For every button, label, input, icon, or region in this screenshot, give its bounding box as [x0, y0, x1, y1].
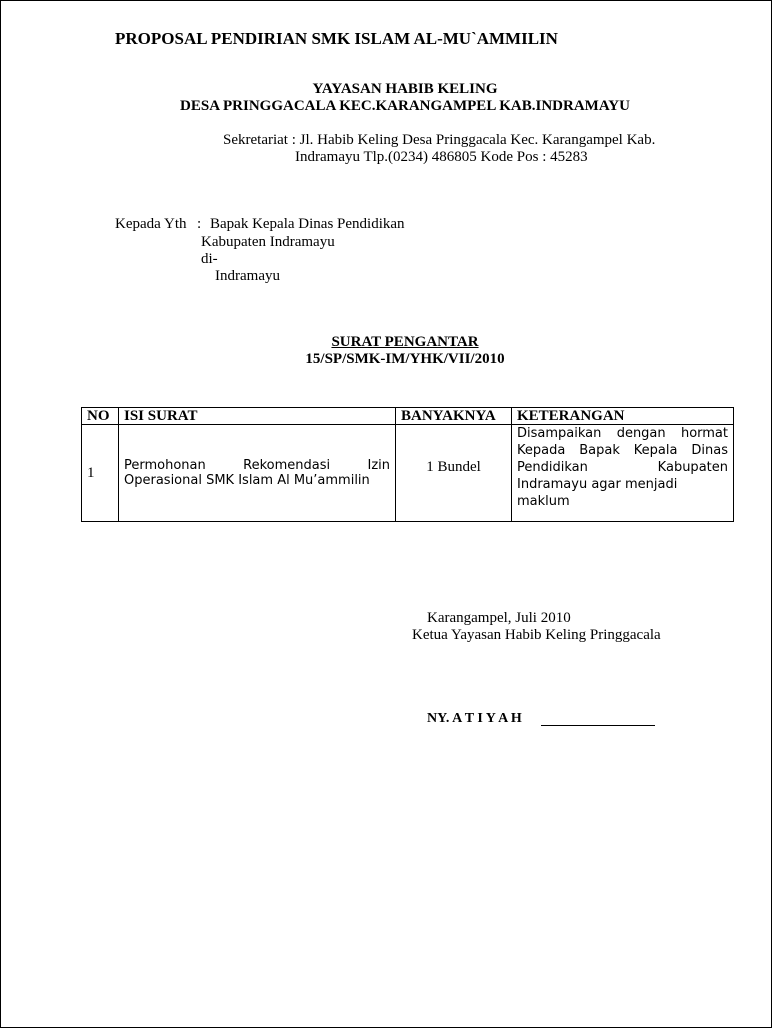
header-no: NO	[82, 408, 119, 425]
main-title: PROPOSAL PENDIRIAN SMK ISLAM AL-MU`AMMILIN	[115, 29, 558, 48]
letter-number: 15/SP/SMK-IM/YHK/VII/2010	[305, 351, 505, 367]
ket-line-2: Kepada Bapak Kepala Dinas	[517, 443, 728, 458]
cell-keterangan	[512, 425, 734, 522]
recipient-line-4: Indramayu	[215, 268, 280, 284]
header-banyaknya: BANYAKNYA	[396, 408, 512, 425]
letter-table	[81, 407, 734, 522]
table-header-row	[82, 408, 734, 425]
isi-line-1: Permohonan Rekomendasi Izin	[124, 458, 390, 473]
cell-banyaknya: 1 Bundel	[396, 425, 512, 522]
table-row	[82, 425, 734, 522]
signer-position: Ketua Yayasan Habib Keling Pringgacala	[412, 627, 661, 643]
signature-line	[541, 725, 655, 726]
organization-name: YAYASAN HABIB KELING	[312, 81, 498, 97]
secretariat-line-1: Sekretariat : Jl. Habib Keling Desa Pringgacala Kec. Karangampel Kab.	[223, 132, 656, 148]
isi-line-2: Operasional SMK Islam Al Mu’ammilin	[124, 473, 370, 488]
header-isi-surat: ISI SURAT	[119, 408, 396, 425]
secretariat-line-2: Indramayu Tlp.(0234) 486805 Kode Pos : 45283	[295, 149, 588, 165]
ket-line-1: Disampaikan dengan hormat	[517, 426, 728, 441]
place-date: Karangampel, Juli 2010	[427, 610, 571, 626]
cell-no: 1	[82, 425, 119, 522]
ket-line-4: Indramayu agar menjadi maklum	[517, 477, 678, 509]
cell-isi-surat	[119, 425, 396, 522]
header-keterangan: KETERANGAN	[512, 408, 734, 425]
letter-title: SURAT PENGANTAR	[331, 334, 479, 350]
recipient-line-2: Kabupaten Indramayu	[201, 234, 335, 250]
organization-address: DESA PRINGGACALA KEC.KARANGAMPEL KAB.INDRAMAYU	[180, 98, 630, 114]
ket-line-3: Pendidikan Kabupaten	[517, 460, 728, 475]
recipient-line-1: Bapak Kepala Dinas Pendidikan	[210, 216, 405, 232]
recipient-label: Kepada Yth	[115, 216, 187, 232]
signer-name: NY. A T I Y A H	[427, 711, 522, 726]
recipient-line-3: di-	[201, 251, 218, 267]
recipient-colon: :	[197, 216, 202, 232]
